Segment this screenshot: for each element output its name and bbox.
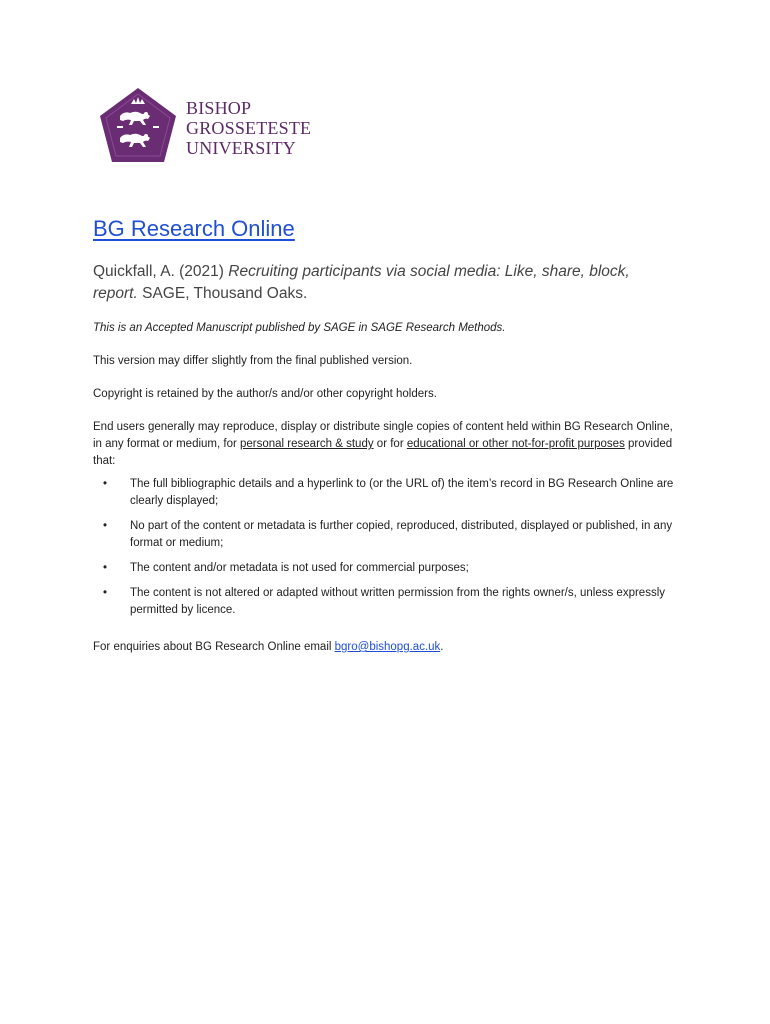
enquiries-text: For enquiries about BG Research Online email	[93, 641, 335, 653]
list-item	[93, 560, 693, 577]
reuse-paragraph	[93, 419, 683, 470]
personal-research-link[interactable]: personal research & study	[240, 438, 374, 450]
logo-line-2: GROSSETESTE	[186, 118, 312, 138]
citation-title-line-1: Recruiting participants via social media: Like, share, block,	[228, 263, 630, 280]
bullet-icon: •	[103, 520, 108, 532]
citation	[93, 261, 693, 305]
enquiries-end: .	[440, 641, 444, 653]
bullet-icon: •	[103, 587, 108, 599]
list-item	[93, 518, 693, 552]
citation-title-line-2: report.	[93, 285, 138, 302]
condition-text: The content and/or metadata is not used for commercial purposes;	[130, 562, 469, 574]
copyright-note: Copyright is retained by the author/s and/or other copyright holders.	[93, 388, 437, 400]
reuse-text-1: End users generally may reproduce, display or distribute single copies of content held within BG Research Online, in any format or medium, for	[93, 421, 673, 450]
shield-icon	[98, 86, 178, 166]
version-note: This version may differ slightly from the final published version.	[93, 355, 413, 367]
condition-text: No part of the content or metadata is further copied, reproduced, distributed, displayed or published, in any format or medium;	[130, 520, 673, 549]
educational-purposes-link[interactable]: educational or other not-for-profit purposes	[406, 438, 625, 450]
accepted-manuscript-text: This is an Accepted Manuscript published by SAGE in SAGE Research Methods.	[93, 322, 506, 334]
citation-author-year: Quickfall, A. (2021)	[93, 263, 229, 280]
list-item	[93, 476, 693, 510]
conditions-list	[93, 476, 693, 627]
reuse-text-2: or for	[373, 438, 407, 450]
university-logo	[98, 86, 338, 166]
enquiries-note	[93, 639, 693, 656]
email-link[interactable]: bgro@bishopg.ac.uk	[334, 641, 441, 653]
citation-publisher: SAGE, Thousand Oaks.	[137, 285, 308, 302]
logo-line-3: UNIVERSITY	[186, 138, 296, 158]
condition-text: The content is not altered or adapted without written permission from the rights owner/s, unless expressly permitted by licence.	[130, 587, 666, 616]
logo-line-1: BISHOP	[186, 98, 252, 118]
bullet-icon: •	[103, 562, 108, 574]
condition-text: The full bibliographic details and a hyperlink to (or the URL of) the item’s record in BG Research Online are clearly displayed;	[130, 478, 674, 507]
accepted-manuscript-note	[93, 320, 693, 337]
university-name	[186, 98, 311, 158]
bullet-icon: •	[103, 478, 108, 490]
repository-heading-link[interactable]: BG Research Online	[93, 216, 295, 241]
reuse-text-3: provided that:	[93, 438, 673, 467]
list-item	[93, 585, 693, 619]
